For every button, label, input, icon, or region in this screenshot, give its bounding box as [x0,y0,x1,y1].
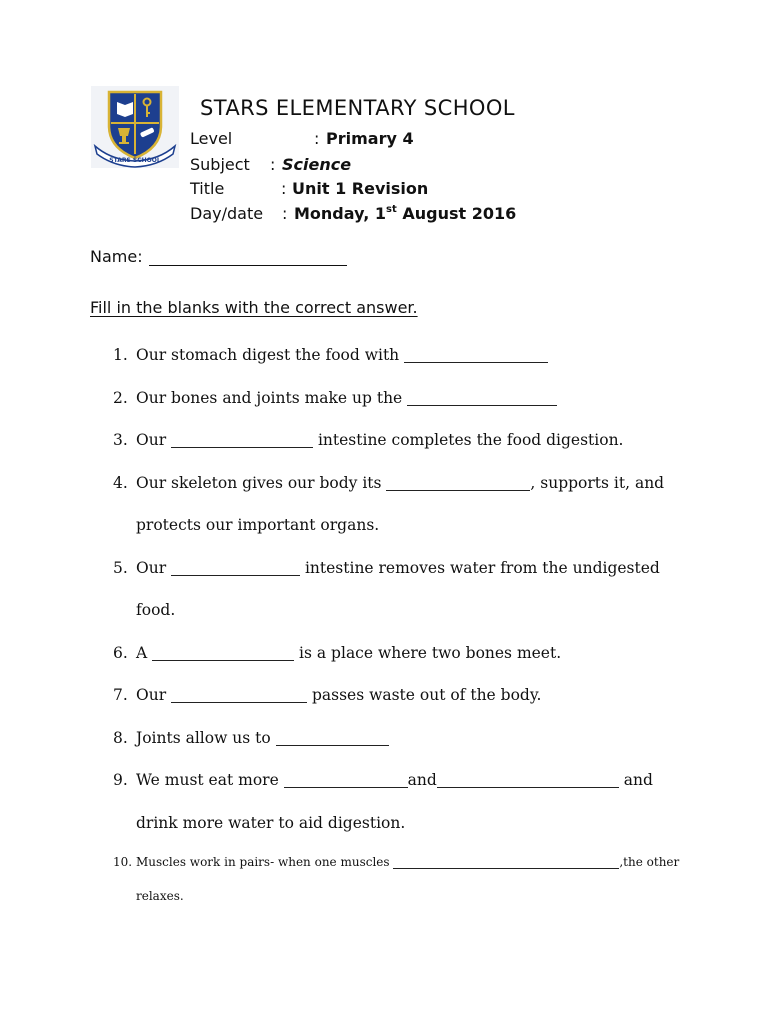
answer-blank[interactable] [393,857,619,869]
answer-blank[interactable] [404,347,548,363]
logo-ribbon-text: STARS SCHOOL [109,157,161,164]
title-value: Unit 1 Revision [292,179,429,198]
question-number: 5. [113,559,128,577]
instruction-text: Fill in the blanks with the correct answer. [90,298,418,317]
question-number: 4. [113,474,128,492]
date-label: Day/date [190,204,264,223]
title-colon: : [281,179,287,198]
answer-blank[interactable] [171,687,307,703]
answer-blank[interactable] [276,730,389,746]
question-number: 9. [113,771,128,789]
name-label: Name: [90,247,143,266]
school-crest-logo [91,86,179,168]
name-blank[interactable] [149,247,347,266]
title-label: Title [190,179,225,198]
answer-blank[interactable] [386,475,530,491]
question-number: 3. [113,431,128,449]
answer-blank[interactable] [284,772,408,788]
question-number: 10. [113,855,133,869]
school-name: STARS ELEMENTARY SCHOOL [200,96,515,120]
answer-blank[interactable] [171,560,300,576]
question-number: 8. [113,729,128,747]
student-name-row [90,247,347,266]
question-number: 7. [113,686,128,704]
answer-blank[interactable] [407,390,557,406]
date-value: Monday, 1st August 2016 [294,204,517,223]
level-colon: : [314,129,320,148]
answer-blank[interactable] [152,645,294,661]
question-number: 6. [113,644,128,662]
subject-value: Science [282,155,352,174]
subject-label: Subject [190,155,250,174]
date-colon: : [282,204,288,223]
question-number: 2. [113,389,128,407]
answer-blank[interactable] [171,432,313,448]
subject-colon: : [270,155,276,174]
question-number: 1. [113,346,128,364]
level-label: Level [190,129,233,148]
worksheet-page: STARS SCHOOL STARS ELEMENTARY SCHOOL Level : Primary 4 Subject : Science Title : Unit 1 Revision Day/date : Monday, 1st August 2016 Name: Fill in the blanks with the correct answer. 1. Our stomach digest the food with 2. Our bones and joints make up the 3. Our intestine completes the food digestion. 4. Our skeleton gives our body its , supports it, and protects our important organs. 5. Our intestine removes water from the undigested food. 6. A is a place where two bones meet. 7. Our passes waste out of the body. 8. Joints allow us to 9. We must eat more and and drink more water to aid digestion. 10. Muscles work in pairs- when one muscles ,the other relaxes. [0,0,768,1024]
answer-blank[interactable] [437,772,619,788]
level-value: Primary 4 [326,129,414,148]
